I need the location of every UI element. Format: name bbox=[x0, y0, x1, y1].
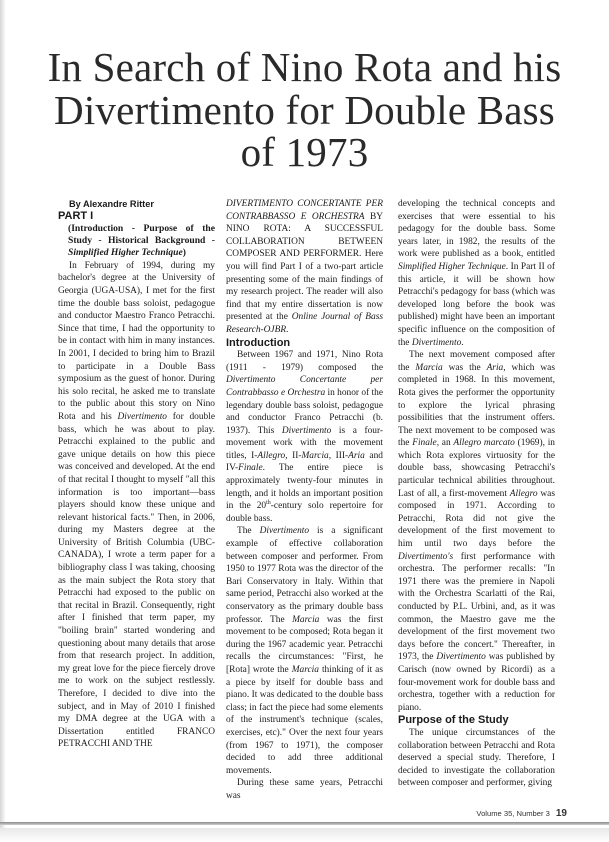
text-run-italic: Allegro bbox=[509, 488, 538, 499]
text-run-italic: Divertimento Concertante per Contrabbasso e Orchestra bbox=[226, 375, 383, 398]
page-number: 19 bbox=[555, 808, 567, 819]
paragraph bbox=[226, 198, 383, 337]
footer-rule bbox=[0, 822, 609, 825]
text-run-italic: Divertimento bbox=[436, 652, 486, 663]
paragraph bbox=[226, 525, 383, 777]
footer-shadow bbox=[0, 828, 609, 842]
text-run: , which was completed in 1968. In this movement, Rota gives the performer the opportunity to explore the lyrical phrasing possibilities that the instrument offers. The next movement to be composed was the bbox=[398, 362, 555, 449]
text-run-italic: Divertimento bbox=[281, 425, 332, 436]
paragraph bbox=[58, 260, 215, 751]
text-run-italic: Online Journal of Bass Research-OJBR bbox=[226, 312, 384, 335]
text-run: , an bbox=[436, 438, 454, 449]
part-heading: PART I bbox=[58, 210, 94, 222]
text-run: first performance with orchestra. The performer recalls: "In 1971 there was the premiere in Napoli with the Orchestra Scarlatti of the Rai, conducted by P.L. Urbini, and, as it was common, the Maestro gave me the development of the first movement two days before the concert." Thereafter, in 1973, the bbox=[398, 551, 555, 663]
paragraph bbox=[398, 198, 555, 349]
text-run: . bbox=[286, 324, 289, 335]
text-run: thinking of it as a piece by itself for double bass and piano. It was dedicated to the double bass class; in fact the piece had some elements of the instrument's technique (scales, exercises, etc)." Over the next four years (from 1967 to 1971), the composer decided to add three additional movements. bbox=[226, 664, 383, 776]
text-run: . bbox=[461, 337, 464, 348]
text-run-italic: Marcia bbox=[292, 614, 320, 625]
text-run-italic: Finale bbox=[238, 463, 263, 474]
text-run: Between 1967 and 1971, Nino Rota (1911 - 1979) composed the bbox=[226, 350, 383, 373]
text-run: , III- bbox=[328, 450, 349, 461]
paragraph: During these same years, Petracchi was bbox=[226, 778, 383, 801]
purpose-heading: Purpose of the Study bbox=[398, 714, 509, 727]
text-run: . The entire piece is approximately twenty-four minutes in length, and it holds an important position in the 20 bbox=[226, 463, 383, 512]
text-run: and IV- bbox=[226, 450, 383, 474]
text-run: The next movement composed after the bbox=[398, 350, 555, 373]
text-run: in honor of the legendary double bass soloist, pedagogue and conductor Franco Petracchi (b. 1937). This bbox=[226, 387, 383, 436]
text-run-italic: Marcia bbox=[301, 450, 329, 461]
page-gutter-shadow bbox=[0, 0, 6, 841]
text-run: is a significant example of effective collaboration between composer and performer. From 1950 to 1977 Rota was the director of the Bari Conservatory in Italy. Within that same period, Petracchi also worked at the conservatory as the primary double bass professor. The bbox=[226, 526, 383, 625]
column-3 bbox=[398, 198, 555, 790]
footer-issue-info bbox=[476, 808, 567, 819]
text-run: was the first movement to be composed; Rota began it during the 1967 academic year. Petracchi recalls the circumstances: "First, he [Rota] wrote the bbox=[226, 614, 383, 675]
text-run-italic: Allegro marcato bbox=[453, 438, 515, 449]
text-run: . In Part II of this article, it will be shown how Petracchi's pedagogy for bass (which was developed long before the book was published) might have been an important specific influence on the composition of the bbox=[398, 261, 555, 348]
column-1 bbox=[58, 198, 215, 751]
text-run-italic: Finale bbox=[412, 438, 437, 449]
paragraph bbox=[398, 349, 555, 714]
section-subhead bbox=[58, 223, 215, 260]
subhead-text-c: ) bbox=[182, 247, 186, 259]
text-run-italic: Marcia bbox=[291, 664, 319, 675]
text-run-italic: Allegro bbox=[257, 450, 286, 461]
column-2 bbox=[226, 198, 383, 803]
text-run: BY NINO ROTA: A SUCCESSFUL COLLABORATION BETWEEN COMPOSER AND PERFORMER. Here you will find Part I of a two-part article presenting some of the main findings of my research project. The reader will also find that my entire dissertation is now presented at the bbox=[226, 211, 383, 323]
paragraph: The unique circumstances of the collaboration between Petracchi and Rota deserved a special study. Therefore, I decided to investigate the collaboration between composer and performer, giving bbox=[398, 727, 555, 789]
introduction-heading: Introduction bbox=[226, 336, 291, 349]
text-run: developing the technical concepts and exercises that were essential to his pedagogy for the double bass. Some years later, in 1982, the results of the work were published as a book, entitled bbox=[398, 199, 555, 260]
text-run: In February of 1994, during my bachelor's degree at the University of Georgia (UGA-USA), I met for the first time the double bass soloist, pedagogue and conductor Maestro Franco Petracchi. Since that time, I had the opportunity to be in contact with him in many instances. In 2001, I decided to bring him to Brazil to participate in a Double Bass symposium as the guest of honor. During his solo recital, he asked me to translate to the public about this story on Nino Rota and his bbox=[58, 260, 215, 422]
text-run-italic: Divertimento's bbox=[398, 551, 454, 562]
page-footer bbox=[0, 790, 609, 830]
text-run-italic: Marcia bbox=[415, 362, 443, 373]
text-run: was the bbox=[442, 362, 487, 373]
byline: By Alexandre Ritter bbox=[69, 199, 154, 209]
text-run: was composed in 1971. According to Petracchi, Rota did not give the development of the first movement to him until two days before the bbox=[398, 488, 555, 550]
paragraph bbox=[226, 349, 383, 525]
text-run-italic: Aria bbox=[348, 450, 365, 461]
article-title: In Search of Nino Rota and his Divertimento for Double Bass of 1973 bbox=[47, 44, 562, 175]
text-run: , II- bbox=[285, 450, 302, 461]
text-run: -century solo repertoire for double bass. bbox=[226, 501, 383, 524]
text-run-italic: Divertimento bbox=[117, 411, 167, 422]
text-run: is a four-movement work with the movement titles, I- bbox=[226, 425, 384, 461]
text-run-italic: DIVERTIMENTO CONCERTANTE PER CONTRABBASSO E ORCHESTRA bbox=[226, 199, 383, 222]
subhead-text-b: Simplified Higher Technique bbox=[68, 247, 183, 259]
text-run: The bbox=[237, 526, 260, 537]
issue-label: Volume 35, Number 3 bbox=[476, 809, 550, 818]
superscript: th bbox=[266, 500, 271, 507]
subhead-text-a: (Introduction - Purpose of the Study - Historical Background - bbox=[68, 222, 215, 246]
text-run: for double bass, which he was about to play. Petracchi explained to the public and gave unique details on how this piece was conceived and developed. At the end of that recital I thought to myself "all this information is too important—bass players should know these unique and relevant historical facts." Then, in 2006, during my Masters degree at the University of British Columbia (UBC-CANADA), I wrote a term paper for a bibliography class I was taking, choosing as the main subject the Rota story that Petracchi had exposed to the public on that recital in Brazil. Consequently, right after I finished that term paper, my "boiling brain" started wondering and questioning about many details that arose from that research project. In addition, my great love for the piece fiercely drove me to work on the subject restlessly. Therefore, I decided to dive into the subject, and in May of 2010 I finished my DMA degree at the UGA with a Dissertation entitled FRANCO PETRACCHI AND THE bbox=[58, 411, 216, 750]
text-run-italic: Divertimento bbox=[259, 526, 310, 537]
text-run-italic: Divertimento bbox=[411, 337, 462, 348]
text-run: (1969), in which Rota explores virtuosity for the double bass, showcasing Petracchi's particular technical abilities throughout. Last of all, a first-movement bbox=[398, 438, 555, 499]
text-run-italic: Simplified Higher Technique bbox=[398, 261, 506, 272]
text-run: was published by Carisch (now owned by Ricordi) as a four-movement work for double bass and orchestra, together with a reduction for piano. bbox=[398, 652, 555, 713]
text-run-italic: Aria bbox=[486, 362, 504, 373]
